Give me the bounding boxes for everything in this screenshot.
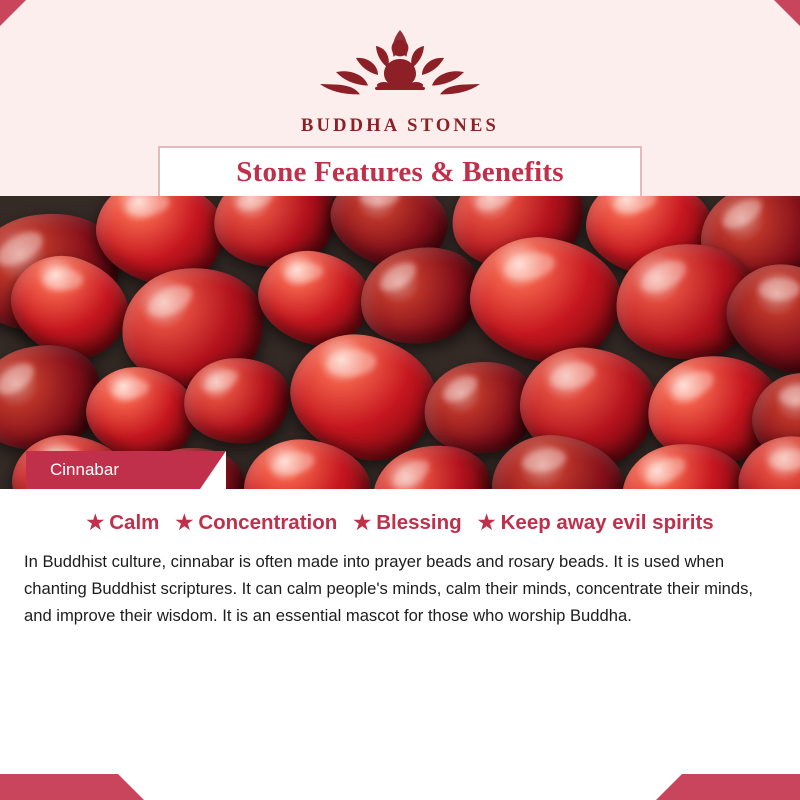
benefit-tags-row (24, 511, 776, 535)
stone-description: In Buddhist culture, cinnabar is often made into prayer beads and rosary beads. It is used when chanting Buddhist scriptures. It can calm people's minds, calm their minds, concentrate their minds, and improve their wisdom. It is an essential mascot for those who worship Buddha. (24, 552, 754, 625)
header (0, 0, 800, 196)
benefits-section (0, 489, 800, 630)
star-icon: ★ (175, 512, 194, 534)
benefit-tag-label: Blessing (376, 511, 462, 534)
brand-name: BUDDHA STONES (300, 116, 500, 136)
band-right (682, 774, 800, 800)
cinnabar-stones-photo (0, 196, 800, 489)
lotus-meditation-figure-icon (312, 22, 488, 114)
benefit-tag (478, 511, 714, 535)
star-icon: ★ (86, 512, 105, 534)
benefit-tag-label: Calm (109, 511, 160, 534)
stone-name-label: Cinnabar (50, 460, 119, 479)
star-icon: ★ (477, 512, 496, 534)
benefit-tag (353, 511, 461, 535)
benefit-tag (86, 511, 159, 535)
corner-decoration-top-left (0, 0, 26, 26)
hero-image (0, 196, 800, 489)
image-caption-tab (26, 451, 226, 489)
page-title: Stone Features & Benefits (236, 155, 564, 188)
bottom-decoration-band (0, 774, 800, 800)
benefit-tag-label: Keep away evil spirits (500, 511, 714, 534)
benefit-tag (175, 511, 337, 535)
benefit-tag-label: Concentration (198, 511, 338, 534)
star-icon: ★ (353, 512, 372, 534)
corner-decoration-top-right (774, 0, 800, 26)
section-title-bar (158, 146, 642, 196)
band-left (0, 774, 118, 800)
